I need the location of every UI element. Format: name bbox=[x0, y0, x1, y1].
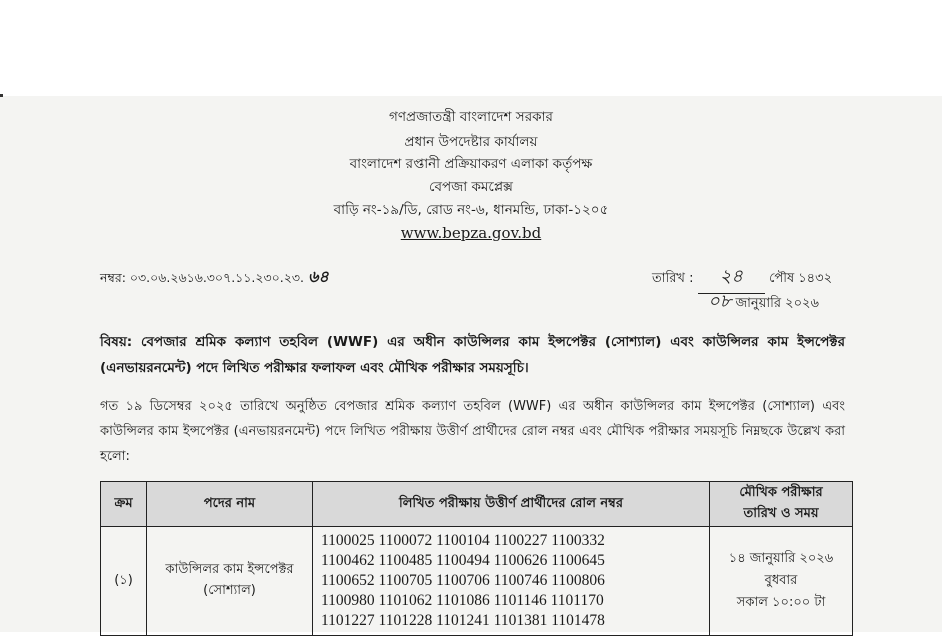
row-serial: (১) bbox=[101, 527, 147, 636]
complex-title: বেপজা কমপ্লেক্স bbox=[429, 179, 513, 195]
col-serial-header: ক্রম bbox=[101, 482, 147, 527]
authority-title: বাংলাদেশ রপ্তানী প্রক্রিয়াকরণ এলাকা কর্তৃপক্ষ bbox=[349, 156, 593, 172]
row-roll-numbers: 1100025 1100072 1100104 1100227 1100332 1100462 1100485 1100494 1100626 1100645 1100652 1100705 1100706 1100746 1100806 1100980 1101062 1101086 1101146 1101170 1101227 1101228 1101241 1101381 1101478 bbox=[313, 527, 710, 636]
memo-number-handwritten: ৬৪ bbox=[307, 267, 329, 286]
viva-date: ১৪ জানুয়ারি ২০২৬ bbox=[728, 551, 834, 566]
office-title: প্রধান উপদেষ্টার কার্যালয় bbox=[404, 134, 538, 150]
date-bangla-day: ২৪ bbox=[698, 262, 765, 294]
table-row bbox=[101, 527, 853, 636]
subject-line: বিষয়: বেপজার শ্রমিক কল্যাণ তহবিল (WWF) এর অধীন কাউন্সিলর কাম ইন্সপেক্টর (সোশ্যাল) এবং কাউন্সিলর কাম ইন্সপেক্টর (এনভায়রনমেন্ট) পদে লিখিত পরীক্ষার ফলাফল এবং মৌখিক পরীক্ষার সময়সূচি। bbox=[100, 334, 845, 376]
date-english-day: ০৮ bbox=[708, 291, 732, 312]
viva-day: বুধবার bbox=[764, 573, 798, 588]
memo-number-printed: নম্বর: ০৩.০৬.২৬১৬.৩০৭.১১.২৩০.২৩. bbox=[100, 270, 304, 285]
govt-title: গণপ্রজাতন্ত্রী বাংলাদেশ সরকার bbox=[389, 109, 553, 125]
results-table bbox=[100, 481, 853, 636]
date-label: তারিখ : bbox=[652, 271, 694, 286]
memo-number bbox=[100, 264, 329, 291]
viva-time: সকাল ১০:০০ টা bbox=[736, 595, 826, 610]
address-line: বাড়ি নং-১৯/ডি, রোড নং-৬, ধানমন্ডি, ঢাকা-১২০৫ bbox=[333, 202, 609, 218]
date-english bbox=[708, 287, 819, 318]
date-bangla-month: পৌষ ১৪৩২ bbox=[769, 271, 833, 286]
date-english-month: জানুয়ারি ২০২৬ bbox=[735, 296, 819, 311]
scan-speck bbox=[0, 94, 3, 97]
col-viva-header: মৌখিক পরীক্ষার তারিখ ও সময় bbox=[710, 482, 853, 527]
col-rolls-header: লিখিত পরীক্ষায় উত্তীর্ণ প্রার্থীদের রোল নম্বর bbox=[313, 482, 710, 527]
body-paragraph: গত ১৯ ডিসেম্বর ২০২৫ তারিখে অনুষ্ঠিত বেপজার শ্রমিক কল্যাণ তহবিল (WWF) এর অধীন কাউন্সিলর কাম ইন্সপেক্টর (সোশ্যাল) এবং কাউন্সিলর কাম ইন্সপেক্টর (এনভায়রনমেন্ট) পদে লিখিত পরীক্ষায় উত্তীর্ণ প্রার্থীদের রোল নম্বর এবং মৌখিক পরীক্ষার সময়সূচি নিম্নছকে উল্লেখ করা হলো: bbox=[100, 399, 845, 464]
col-post-header: পদের নাম bbox=[147, 482, 313, 527]
website-link-row bbox=[0, 224, 942, 243]
table-header-row bbox=[101, 482, 853, 527]
row-post-name: কাউন্সিলর কাম ইন্সপেক্টর (সোশ্যাল) bbox=[147, 527, 313, 636]
website-link[interactable]: www.bepza.gov.bd bbox=[400, 224, 542, 242]
row-viva-schedule bbox=[710, 527, 853, 636]
